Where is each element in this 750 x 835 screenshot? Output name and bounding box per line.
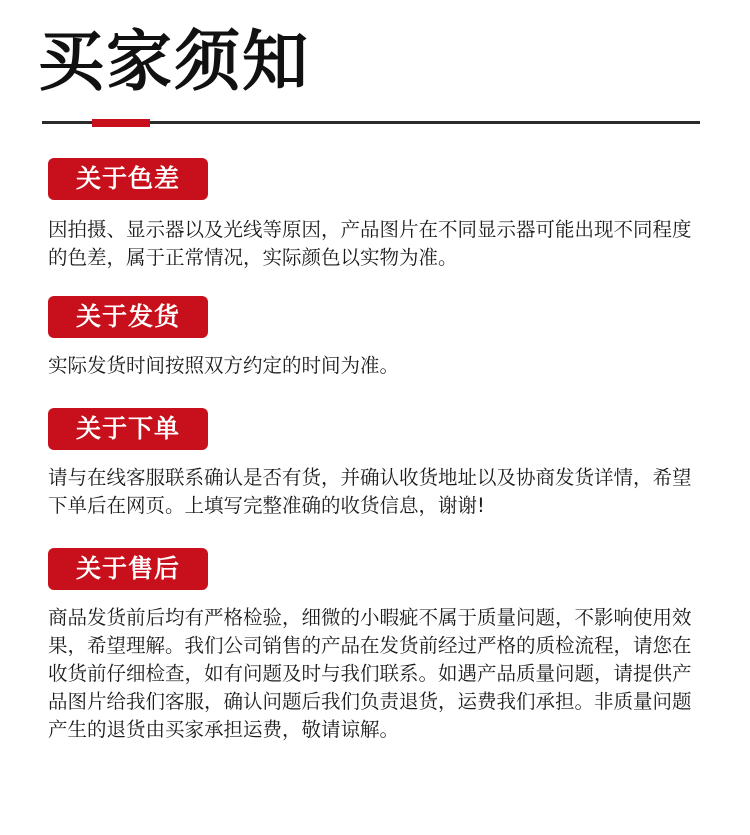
section-heading-color-difference: 关于色差 — [48, 158, 208, 200]
page-title: 买家须知 — [38, 23, 310, 100]
section-heading-shipping: 关于发货 — [48, 296, 208, 338]
title-accent-bar — [92, 119, 150, 127]
section-body-color-difference: 因拍摄、显示器以及光线等原因，产品图片在不同显示器可能出现不同程度的色差，属于正常情况，实际颜色以实物为准。 — [48, 218, 692, 269]
section-body-after-sales: 商品发货前后均有严格检验，细微的小暇疵不属于质量问题，不影响使用效果，希望理解。我们公司销售的产品在发货前经过严格的质检流程，请您在收货前仔细检查，如有问题及时与我们联系。如遇产品质量问题，请提供产品图片给我们客服，确认问题后我们负责退货，运费我们承担。非质量问题产生的退货由买家承担运费，敬请谅解。 — [48, 606, 692, 741]
section-body-shipping: 实际发货时间按照双方约定的时间为准。 — [48, 354, 400, 377]
section-body-ordering: 请与在线客服联系确认是否有货，并确认收货地址以及协商发货详情，希望下单后在网页。上填写完整准确的收货信息，谢谢! — [48, 466, 692, 517]
section-heading-after-sales: 关于售后 — [48, 548, 208, 590]
section-heading-ordering: 关于下单 — [48, 408, 208, 450]
